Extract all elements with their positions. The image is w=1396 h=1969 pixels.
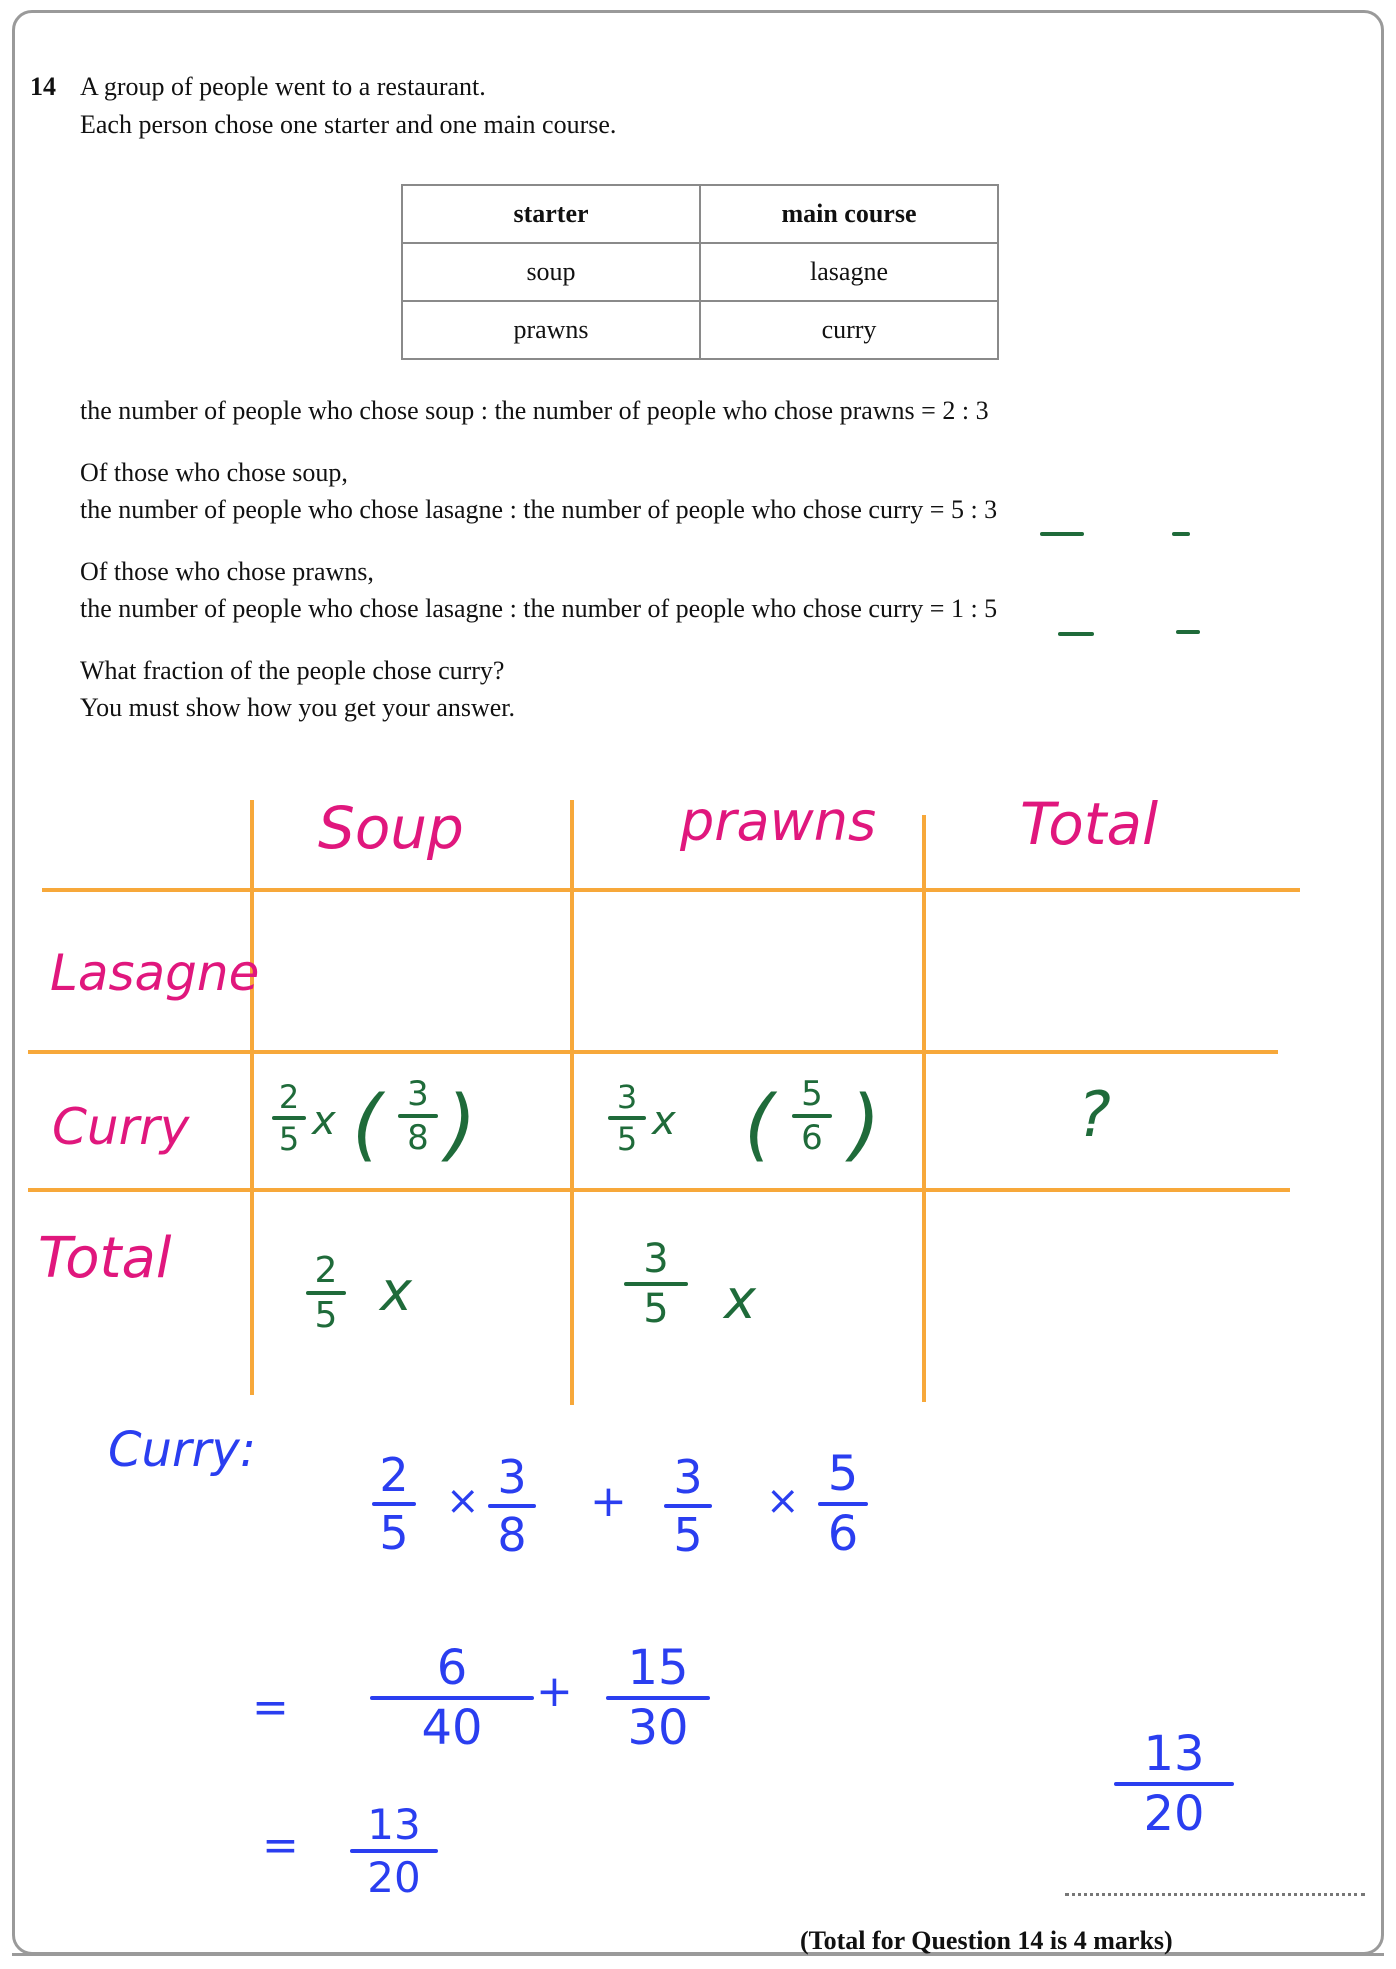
prawns-intro: Of those who chose prawns,: [80, 557, 374, 586]
curry-label: Curry:: [108, 1422, 256, 1478]
cell-lasagne: lasagne: [700, 243, 998, 301]
answer-fraction: 13 20: [1114, 1726, 1234, 1842]
fraction-3-5: 3 5: [608, 1078, 646, 1158]
fraction-3-5: 3 5: [664, 1450, 712, 1562]
bottom-rule: [12, 1953, 1384, 1956]
fraction-2-5: 2 5: [372, 1448, 416, 1560]
ratio-line: the number of people who chose soup : the number of people who chose prawns = 2 : 3: [80, 396, 989, 425]
soup-ratio: the number of people who chose lasagne : the number of people who chose curry = 5 : 3: [80, 495, 998, 524]
fraction-2-5: 2 5: [306, 1250, 346, 1336]
paren-close: ): [446, 1080, 477, 1170]
paren-open: (: [352, 1080, 383, 1170]
fraction-2-5: 2 5: [272, 1078, 306, 1158]
underline-curry-mark: [1040, 532, 1084, 536]
fraction-6-40: 6 40: [370, 1640, 534, 1756]
underline-3-mark: [1172, 532, 1190, 536]
fraction-3-8: 3 8: [398, 1074, 438, 1158]
grid-line-h2: [28, 1050, 1278, 1054]
question-number: 14: [30, 72, 56, 101]
paren-close: ): [850, 1080, 881, 1170]
row-header-curry: Curry: [52, 1098, 190, 1156]
menu-table-row: [402, 301, 998, 359]
total-marks: (Total for Question 14 is 4 marks): [800, 1926, 1173, 1955]
variable-x: x: [724, 1268, 756, 1331]
fraction-5-6: 5 6: [818, 1446, 868, 1562]
variable-x: x: [312, 1098, 336, 1144]
intro-line-2: Each person chose one starter and one main course.: [80, 110, 617, 139]
cell-soup: soup: [402, 243, 700, 301]
variable-x: x: [380, 1260, 412, 1323]
ask-line-2: You must show how you get your answer.: [80, 693, 516, 722]
grid-line-v2: [570, 800, 574, 1405]
ask-line-1: What fraction of the people chose curry?: [80, 656, 505, 685]
answer-line: [1065, 1893, 1365, 1896]
cell-prawns: prawns: [402, 301, 700, 359]
menu-table-row: [402, 243, 998, 301]
underline-5-mark: [1176, 630, 1200, 634]
variable-x: x: [652, 1098, 676, 1144]
cell-curry: curry: [700, 301, 998, 359]
curry-total-question-mark: ?: [1078, 1078, 1111, 1151]
multiply-sign: ×: [446, 1478, 480, 1524]
plus-sign: +: [590, 1476, 627, 1527]
menu-table-header-row: [402, 185, 998, 243]
intro-line-1: A group of people went to a restaurant.: [80, 72, 486, 101]
header-starter: starter: [402, 185, 700, 243]
header-main-course: main course: [700, 185, 998, 243]
soup-intro: Of those who chose soup,: [80, 458, 348, 487]
equals-sign: =: [262, 1820, 299, 1871]
menu-table: [401, 184, 999, 360]
fraction-5-6: 5 6: [792, 1074, 832, 1158]
grid-line-h1: [42, 888, 1300, 892]
fraction-3-8: 3 8: [488, 1450, 536, 1562]
grid-line-v1: [250, 800, 254, 1395]
fraction-3-5: 3 5: [624, 1236, 688, 1332]
row-header-total: Total: [38, 1226, 172, 1291]
col-header-prawns: prawns: [680, 790, 877, 853]
row-header-lasagne: Lasagne: [50, 944, 260, 1002]
prawns-ratio: the number of people who chose lasagne : the number of people who chose curry = 1 : 5: [80, 594, 998, 623]
col-header-soup: Soup: [318, 794, 464, 862]
fraction-13-20: 13 20: [350, 1800, 438, 1902]
fraction-15-30: 15 30: [606, 1640, 710, 1756]
grid-line-v3: [922, 815, 926, 1402]
col-header-total: Total: [1020, 790, 1159, 858]
multiply-sign: ×: [766, 1478, 800, 1524]
equals-sign: =: [252, 1682, 289, 1733]
paren-open: (: [744, 1080, 775, 1170]
plus-sign: +: [536, 1666, 573, 1717]
underline-curry-mark: [1058, 632, 1094, 636]
grid-line-h3: [28, 1188, 1290, 1192]
